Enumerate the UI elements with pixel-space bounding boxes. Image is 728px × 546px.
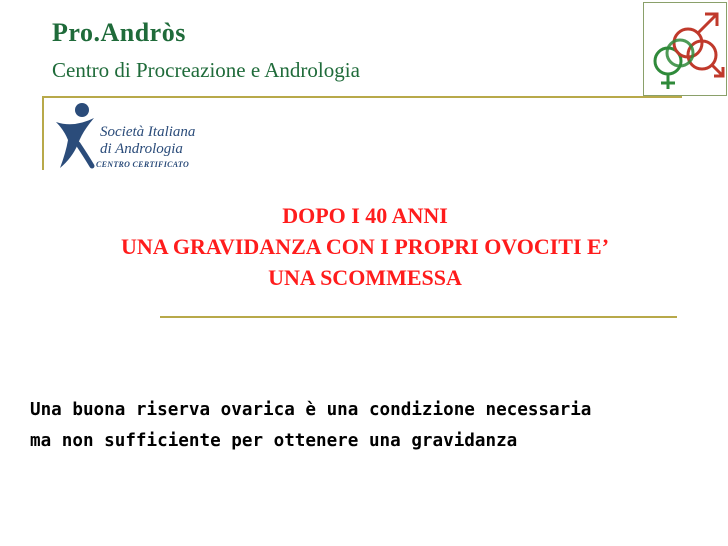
- header-divider: [42, 96, 682, 98]
- heading-line-1: DOPO I 40 ANNI: [282, 203, 448, 228]
- person-figure-icon: [52, 100, 98, 172]
- header-subtitle: Centro di Procreazione e Andrologia: [52, 58, 360, 82]
- sia-certified-badge: CENTRO CERTIFICATO: [96, 160, 190, 169]
- main-heading: [40, 200, 690, 293]
- gender-symbols-logo: [643, 2, 727, 96]
- header-title: Pro.Andròs: [52, 18, 186, 47]
- body-line-2: ma non sufficiente per ottenere una gravidanza: [30, 431, 518, 451]
- sia-name-line2: di Andrologia: [100, 141, 183, 157]
- sia-logo: [52, 100, 228, 178]
- heading-line-3: UNA SCOMMESSA: [268, 265, 462, 290]
- heading-line-2: UNA GRAVIDANZA CON I PROPRI OVOCITI E’: [120, 234, 610, 259]
- body-line-1: Una buona riserva ovarica è una condizione necessaria: [30, 400, 592, 420]
- sia-name-line1: Società Italiana: [100, 124, 196, 140]
- gender-symbols-graphic: [644, 3, 726, 95]
- header-divider-vertical: [42, 96, 44, 170]
- body-statement: [30, 395, 710, 457]
- heading-divider: [160, 316, 677, 318]
